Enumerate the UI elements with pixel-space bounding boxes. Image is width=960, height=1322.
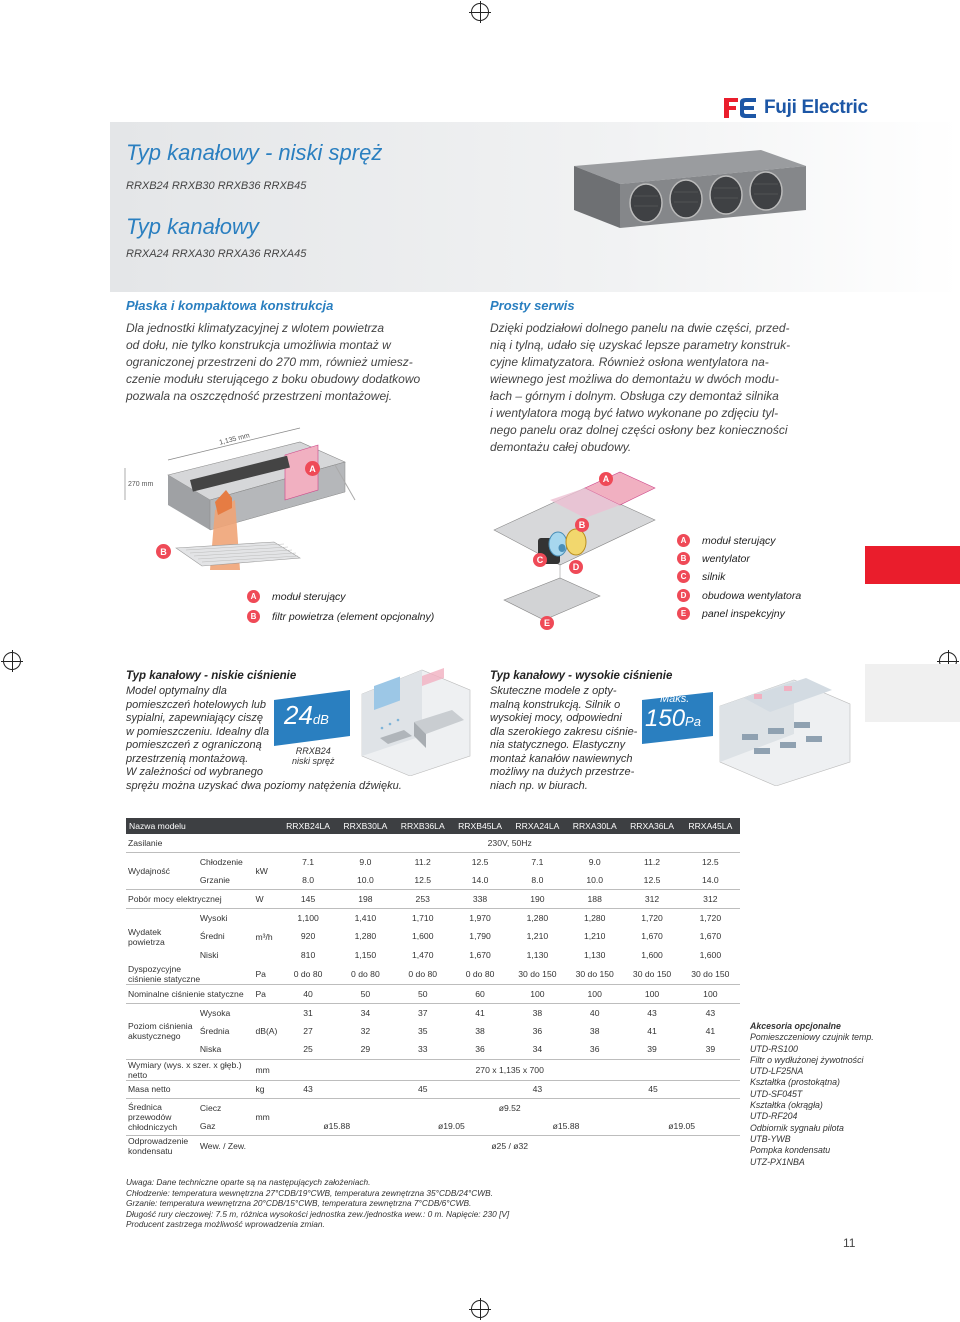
table-header-cell: RRXA30LA bbox=[566, 818, 623, 834]
right-legend-a bbox=[677, 534, 776, 547]
row-label: Wydajność bbox=[126, 853, 198, 890]
label-line: Wymiary (wys. x szer. x głęb.) bbox=[128, 1059, 242, 1070]
row-label bbox=[126, 1059, 253, 1080]
accent-grey-tab bbox=[865, 664, 960, 722]
registration-mark-bottom bbox=[471, 1300, 489, 1318]
table-cell: 0 do 80 bbox=[408, 969, 438, 980]
table-cell: 100 bbox=[623, 985, 680, 1004]
text-line: czenie modułu sterującego z boku obudowy dodatkowo bbox=[126, 372, 421, 386]
row-sublabel: Ciecz bbox=[198, 1099, 254, 1118]
table-cell: 12.5 bbox=[681, 853, 740, 872]
brand-name: Fuji Electric bbox=[764, 97, 868, 118]
list-item: Kształtka (okrągła) bbox=[750, 1100, 823, 1111]
footnote-line: Uwaga: Dane techniczne oparte są na następujących założeniach. bbox=[126, 1177, 371, 1187]
table-row bbox=[126, 1080, 740, 1099]
table-row bbox=[126, 946, 740, 965]
table-cell: ø19.05 bbox=[438, 1121, 465, 1132]
table-cell: 33 bbox=[417, 1044, 428, 1055]
table-cell: 100 bbox=[681, 985, 740, 1004]
low-pressure-text bbox=[126, 685, 276, 766]
table-cell: 7.1 bbox=[279, 853, 336, 872]
row-unit: kW bbox=[253, 853, 279, 890]
table-cell: 1,210 bbox=[583, 931, 606, 942]
office-illustration bbox=[714, 676, 854, 786]
table-cell: 1,710 bbox=[394, 908, 451, 927]
row-unit: Pa bbox=[255, 969, 266, 980]
right-legend-c bbox=[677, 570, 725, 583]
figure-badge-b: B bbox=[575, 518, 589, 532]
figure-badge-b: B bbox=[156, 544, 171, 559]
high-pressure-badge-label: Maks. bbox=[660, 693, 690, 705]
table-cell: 45 bbox=[566, 1080, 740, 1099]
table-cell: 1,600 bbox=[641, 949, 663, 960]
spec-table bbox=[126, 818, 740, 1156]
label-line: Wydatek bbox=[128, 926, 162, 937]
list-item: UTZ-PX1NBA bbox=[750, 1156, 805, 1167]
table-header-cell: Nazwa modelu bbox=[126, 818, 279, 834]
row-unit: dB(A) bbox=[253, 1003, 279, 1059]
table-cell: 0 do 80 bbox=[351, 969, 380, 980]
low-pressure-heading: Typ kanałowy - niskie ciśnienie bbox=[126, 670, 297, 682]
row-sublabel: Niski bbox=[199, 949, 219, 960]
figure-badge-e: E bbox=[540, 616, 554, 630]
footnotes bbox=[126, 1177, 509, 1230]
list-item: UTB-YWB bbox=[750, 1133, 791, 1144]
table-cell: 188 bbox=[566, 890, 623, 909]
table-header-cell: RRXB45LA bbox=[451, 818, 508, 834]
legend-text: moduł sterujący bbox=[272, 590, 346, 603]
table-cell: 36 bbox=[589, 1044, 600, 1055]
row-label: Nominalne ciśnienie statyczne bbox=[126, 985, 253, 1004]
table-row bbox=[126, 985, 740, 1004]
table-cell: 1,970 bbox=[451, 908, 508, 927]
figure-badge-d: D bbox=[569, 560, 583, 574]
text-line: pozwala na oszczędność przestrzeni montażowej. bbox=[126, 389, 393, 403]
registration-mark-top bbox=[471, 3, 489, 21]
table-cell: 9.0 bbox=[337, 853, 394, 872]
text-line: Model optymalny dla bbox=[126, 685, 227, 697]
footnote-line: Chłodzenie: temperatura wewnętrzna 27°CDB/19°CWB, temperatura zewnętrzna 35°CDB/24°CWB. bbox=[126, 1187, 493, 1198]
table-cell: 12.5 bbox=[451, 853, 508, 872]
row-unit: mm bbox=[253, 1059, 279, 1080]
text-line: od dołu, nie tylko konstrukcja umożliwia montaż w bbox=[126, 338, 391, 352]
row-unit: W bbox=[253, 890, 279, 909]
table-cell: 253 bbox=[394, 890, 451, 909]
table-cell: 11.2 bbox=[623, 853, 680, 872]
row-sublabel: Średnia bbox=[199, 1026, 230, 1037]
legend-badge: B bbox=[247, 610, 260, 623]
label-line: Średnica bbox=[128, 1102, 162, 1113]
table-cell: 1,720 bbox=[681, 908, 740, 927]
high-pressure-heading: Typ kanałowy - wysokie ciśnienie bbox=[490, 670, 673, 682]
legend-badge: B bbox=[677, 552, 690, 565]
text-line: i wentylatora mogą być łatwo wykonane po zdjęciu tyl- bbox=[490, 406, 779, 420]
label-line: Poziom ciśnienia bbox=[128, 1021, 193, 1032]
table-cell: 30 do 150 bbox=[632, 969, 672, 980]
label-line: powietrza bbox=[128, 936, 165, 947]
section-heading-service: Prosty serwis bbox=[490, 298, 575, 313]
table-cell: 1,670 bbox=[641, 931, 663, 942]
list-item: UTD-RS100 bbox=[750, 1043, 798, 1054]
high-pressure-text bbox=[490, 685, 640, 793]
right-legend-d bbox=[677, 589, 801, 602]
row-unit: kg bbox=[253, 1080, 279, 1099]
dimension-width-label: 1,135 mm bbox=[218, 432, 251, 447]
table-cell: 312 bbox=[623, 890, 680, 909]
table-cell: 1,600 bbox=[699, 949, 722, 960]
table-header-cell: RRXA24LA bbox=[509, 818, 566, 834]
table-header-cell: RRXA45LA bbox=[681, 818, 740, 834]
section-heading-compact: Płaska i kompaktowa konstrukcja bbox=[126, 298, 334, 313]
legend-badge: E bbox=[677, 607, 690, 620]
table-cell: 100 bbox=[509, 985, 566, 1004]
table-cell: 39 bbox=[647, 1044, 657, 1055]
table-header-cell: RRXA36LA bbox=[623, 818, 680, 834]
figure-badge-a: A bbox=[305, 461, 320, 476]
badge-value: 150 bbox=[645, 705, 686, 732]
table-cell: 34 bbox=[337, 1003, 394, 1022]
table-cell: 1,670 bbox=[469, 949, 491, 960]
page-number: 11 bbox=[843, 1236, 856, 1250]
text-line: nia statycznego. Elastyczny bbox=[490, 739, 626, 751]
air-filter-image bbox=[174, 540, 302, 568]
table-cell: 50 bbox=[337, 985, 394, 1004]
row-sublabel: Wysoki bbox=[198, 908, 254, 927]
table-cell: 14.0 bbox=[701, 875, 719, 886]
legend-text: obudowa wentylatora bbox=[702, 589, 802, 602]
list-item: Kształtka (prostokątna) bbox=[750, 1077, 840, 1088]
table-cell: 1,670 bbox=[699, 931, 722, 942]
table-cell: 12.5 bbox=[414, 875, 432, 886]
label-line: Dyspozycyjne bbox=[128, 964, 182, 975]
table-cell: 45 bbox=[337, 1080, 509, 1099]
text-line: w pomieszczeniu. Idealny dla bbox=[126, 725, 270, 738]
table-cell: 50 bbox=[394, 985, 451, 1004]
text-line: możliwy na dużych przestrze- bbox=[490, 766, 635, 778]
table-row bbox=[126, 834, 740, 853]
table-row bbox=[126, 964, 740, 985]
table-cell: 1,130 bbox=[583, 949, 606, 960]
row-unit: mm bbox=[253, 1099, 279, 1136]
table-row bbox=[126, 1003, 740, 1022]
badge-caption: niski spręż bbox=[292, 756, 335, 766]
text-line: wysokiej mocy, odpowiedni bbox=[490, 712, 622, 724]
label-line: kondensatu bbox=[128, 1146, 173, 1157]
model-list-2: RRXA24 RRXA30 RRXA36 RRXA45 bbox=[126, 248, 307, 260]
row-unit: Pa bbox=[253, 985, 279, 1004]
registration-mark-left bbox=[3, 652, 21, 670]
list-item: UTD-LF25NA bbox=[750, 1066, 804, 1077]
text-line: łach – górnym i dolnym. Obsługa czy demontaż silnika bbox=[490, 389, 779, 403]
row-label bbox=[126, 964, 253, 985]
legend-badge: D bbox=[677, 589, 690, 602]
table-cell: 1,470 bbox=[411, 949, 434, 960]
text-line: cyjne klimatyzatora. Również osłona wentylatora na- bbox=[490, 355, 769, 369]
row-label bbox=[126, 1099, 198, 1136]
row-sublabel: Wysoka bbox=[198, 1003, 254, 1022]
table-cell: 198 bbox=[337, 890, 394, 909]
table-row bbox=[126, 1022, 740, 1041]
table-cell: 11.2 bbox=[394, 853, 451, 872]
table-cell: 30 do 150 bbox=[518, 969, 557, 980]
table-cell: 230V, 50Hz bbox=[487, 838, 532, 849]
section-text-service bbox=[490, 320, 830, 456]
table-cell: 40 bbox=[566, 1003, 623, 1022]
page-title: Typ kanałowy - niski spręż bbox=[126, 140, 383, 165]
text-line: montaż kanałów nawiewnych bbox=[490, 752, 633, 765]
label-line: netto bbox=[128, 1069, 148, 1080]
right-figure-exploded bbox=[490, 460, 660, 645]
table-cell: 36 bbox=[475, 1044, 485, 1055]
dimension-height-label: 270 mm bbox=[128, 481, 154, 488]
text-line: wiewnego jest możliwa do demontażu w dwóch modu- bbox=[490, 372, 779, 386]
text-line: Skuteczne modele z opty- bbox=[490, 685, 617, 697]
badge-unit: Pa bbox=[685, 714, 701, 729]
row-label bbox=[126, 1003, 198, 1059]
table-cell: 1,600 bbox=[411, 931, 434, 942]
text-line: ograniczonej przestrzeni do 270 mm, również umiesz- bbox=[126, 355, 413, 369]
table-cell: 10.0 bbox=[357, 875, 374, 886]
table-row bbox=[126, 1099, 740, 1118]
legend-badge: A bbox=[677, 534, 690, 547]
table-cell: 810 bbox=[300, 949, 316, 960]
table-cell: 312 bbox=[681, 890, 740, 909]
table-cell: 338 bbox=[451, 890, 508, 909]
left-legend-a bbox=[247, 590, 346, 603]
table-cell: 1,210 bbox=[526, 931, 549, 942]
table-cell: 30 do 150 bbox=[691, 969, 730, 980]
table-cell: 60 bbox=[451, 985, 508, 1004]
text-line: Dla jednostki klimatyzacyjnej z wlotem powietrza bbox=[126, 321, 385, 335]
table-cell: 41 bbox=[705, 1026, 716, 1037]
label-line: chłodniczych bbox=[128, 1122, 178, 1133]
footnote-line: Producent zastrzega możliwość wprowadzenia zmian. bbox=[126, 1219, 325, 1230]
row-label: Masa netto bbox=[126, 1080, 253, 1099]
table-row bbox=[126, 1040, 740, 1059]
label-line: Odprowadzenie bbox=[128, 1136, 189, 1147]
table-header-cell: RRXB30LA bbox=[337, 818, 394, 834]
table-cell: 1,130 bbox=[526, 949, 549, 960]
text-line: Dzięki podziałowi dolnego panelu na dwie części, przed- bbox=[490, 321, 790, 335]
bedroom-illustration bbox=[352, 664, 474, 776]
accessories-list bbox=[750, 1021, 874, 1168]
table-cell: 0 do 80 bbox=[293, 969, 323, 980]
text-line: malną konstrukcją. Silnik o bbox=[490, 698, 621, 711]
legend-text: wentylator bbox=[702, 552, 750, 565]
table-cell: 190 bbox=[509, 890, 566, 909]
text-line: przestrzenią montażową. bbox=[126, 752, 249, 765]
table-header-row bbox=[126, 818, 740, 834]
table-cell: ø19.05 bbox=[668, 1121, 696, 1132]
table-cell: 1,790 bbox=[469, 931, 491, 942]
table-header-cell: RRXB24LA bbox=[279, 818, 336, 834]
table-row bbox=[126, 1117, 740, 1136]
table-cell: 1,280 bbox=[566, 908, 623, 927]
table-cell: 8.0 bbox=[531, 875, 544, 886]
table-cell: 38 bbox=[509, 1003, 566, 1022]
table-cell: 30 do 150 bbox=[575, 969, 614, 980]
table-cell: 43 bbox=[279, 1080, 336, 1099]
table-cell: 38 bbox=[589, 1026, 600, 1037]
legend-text: panel inspekcyjny bbox=[702, 607, 785, 620]
right-legend-e bbox=[677, 607, 785, 620]
table-row bbox=[126, 890, 740, 909]
high-pressure-badge bbox=[645, 705, 701, 733]
text-line: nego panelu oraz dolnej części osłony bez konieczności bbox=[490, 423, 788, 437]
table-cell: 25 bbox=[303, 1044, 313, 1055]
table-cell: 12.5 bbox=[643, 875, 661, 886]
table-cell: 32 bbox=[360, 1026, 371, 1037]
list-item: UTD-SF045T bbox=[750, 1088, 803, 1099]
table-cell: 38 bbox=[475, 1026, 485, 1037]
table-cell: 7.1 bbox=[509, 853, 566, 872]
row-sublabel: Chłodzenie bbox=[198, 853, 254, 872]
table-cell: 270 x 1,135 x 700 bbox=[279, 1059, 740, 1080]
text-line: niach np. w biurach. bbox=[490, 779, 588, 792]
table-cell: 27 bbox=[303, 1026, 313, 1037]
table-cell: ø15.88 bbox=[323, 1121, 351, 1132]
table-cell: 41 bbox=[451, 1003, 508, 1022]
text-line: dla szerokiego zakresu ciśnie- bbox=[490, 725, 638, 738]
legend-text: filtr powietrza (element opcjonalny) bbox=[272, 610, 435, 623]
table-cell: 40 bbox=[279, 985, 336, 1004]
table-cell: 43 bbox=[509, 1080, 566, 1099]
table-row bbox=[126, 908, 740, 927]
table-cell: ø25 / ø32 bbox=[279, 1136, 740, 1157]
table-row bbox=[126, 927, 740, 946]
row-sublabel: Wew. / Zew. bbox=[198, 1136, 280, 1157]
table-cell: 9.0 bbox=[566, 853, 623, 872]
brand-logo bbox=[722, 96, 868, 120]
row-sublabel: Gaz bbox=[199, 1121, 216, 1132]
label-line: przewodów bbox=[128, 1112, 172, 1123]
table-cell: ø9.52 bbox=[279, 1099, 740, 1118]
row-sublabel: Niska bbox=[199, 1044, 222, 1055]
badge-model: RRXB24 bbox=[295, 746, 331, 756]
badge-unit: dB bbox=[312, 712, 329, 727]
table-cell: 0 do 80 bbox=[465, 969, 495, 980]
table-row bbox=[126, 1136, 740, 1157]
page-subtitle: Typ kanałowy bbox=[126, 214, 259, 239]
table-cell: 37 bbox=[394, 1003, 451, 1022]
badge-value: 24 bbox=[284, 700, 313, 730]
low-pressure-badge-caption bbox=[292, 746, 335, 766]
label-line: ciśnienie statyczne bbox=[128, 974, 201, 985]
duct-unit-image bbox=[566, 148, 808, 230]
list-item: Pompka kondensatu bbox=[750, 1145, 831, 1156]
figure-badge-a: A bbox=[599, 472, 613, 486]
text-line: pomieszczeń hotelowych lub bbox=[126, 698, 267, 711]
label-line: akustycznego bbox=[128, 1031, 181, 1042]
table-cell: 34 bbox=[532, 1044, 543, 1055]
fuji-logo-icon bbox=[722, 96, 758, 120]
model-list-1: RRXB24 RRXB30 RRXB36 RRXB45 bbox=[126, 180, 307, 192]
row-sublabel: Średni bbox=[199, 931, 225, 942]
list-item: UTD-RF204 bbox=[750, 1111, 798, 1122]
table-cell: 8.0 bbox=[302, 875, 315, 886]
table-cell: 36 bbox=[532, 1026, 543, 1037]
table-cell: ø15.88 bbox=[552, 1121, 580, 1132]
table-cell: 10.0 bbox=[586, 875, 604, 886]
table-cell: 31 bbox=[279, 1003, 336, 1022]
table-cell: 1,410 bbox=[337, 908, 394, 927]
table-cell: 43 bbox=[623, 1003, 680, 1022]
table-row bbox=[126, 1059, 740, 1080]
table-cell: 39 bbox=[705, 1044, 716, 1055]
table-cell: 145 bbox=[279, 890, 336, 909]
table-header-cell: RRXB36LA bbox=[394, 818, 451, 834]
table-cell: 1,280 bbox=[509, 908, 566, 927]
table-cell: 35 bbox=[417, 1026, 428, 1037]
table-cell: 41 bbox=[647, 1026, 657, 1037]
list-item: Odbiornik sygnału pilota bbox=[750, 1122, 844, 1133]
text-line: nią i tylną, udało się uzyskać lepsze parametry konstruk- bbox=[490, 338, 791, 352]
right-legend-b bbox=[677, 552, 750, 565]
table-cell: 43 bbox=[681, 1003, 740, 1022]
low-pressure-badge bbox=[284, 700, 329, 731]
text-line: demontażu całej obudowy. bbox=[490, 440, 632, 454]
table-row bbox=[126, 853, 740, 872]
table-cell: 1,100 bbox=[279, 908, 336, 927]
footnote-line: Grzanie: temperatura wewnętrzna 20°CDB/15°CWB, temperatura zewnętrzna 7°CDB/6°CWB. bbox=[126, 1198, 472, 1209]
table-cell: 29 bbox=[360, 1044, 371, 1055]
row-label bbox=[126, 1136, 198, 1157]
table-row bbox=[126, 871, 740, 890]
legend-badge: A bbox=[247, 590, 260, 603]
row-label: Pobór mocy elektrycznej bbox=[126, 890, 253, 909]
table-cell: 100 bbox=[566, 985, 623, 1004]
row-label bbox=[126, 908, 198, 964]
row-unit: m³/h bbox=[253, 908, 279, 964]
accent-red-tab bbox=[865, 546, 960, 584]
accessories-heading: Akcesoria opcjonalne bbox=[750, 1021, 841, 1031]
legend-badge: C bbox=[677, 570, 690, 583]
table-cell: 14.0 bbox=[471, 875, 489, 886]
legend-text: silnik bbox=[702, 570, 726, 583]
table-cell: 920 bbox=[300, 931, 316, 942]
table-cell: 1,280 bbox=[354, 931, 377, 942]
figure-badge-c: C bbox=[533, 553, 547, 567]
legend-text: moduł sterujący bbox=[702, 534, 776, 547]
table-cell: 1,720 bbox=[623, 908, 680, 927]
row-label: Zasilanie bbox=[128, 838, 163, 849]
footnote-line: Długość rury cieczowej: 7.5 m, różnica wysokości jednostka zew./jednostka wew.: 0 m. Napięcie: 230 [V] bbox=[126, 1208, 510, 1219]
row-sublabel: Grzanie bbox=[199, 875, 230, 886]
text-line: W zależności od wybranego bbox=[126, 766, 263, 778]
text-line: sypialni, zapewniający ciszę bbox=[126, 712, 263, 724]
text-line: pomieszczeń z ograniczoną bbox=[126, 739, 262, 751]
left-legend-b bbox=[247, 610, 434, 623]
section-text-compact bbox=[126, 320, 466, 405]
list-item: Filtr o wydłużonej żywotności bbox=[750, 1054, 864, 1065]
text-line: sprężu można uzyskać dwa poziomy natężenia dźwięku. bbox=[126, 779, 402, 792]
list-item: Pomieszczeniowy czujnik temp. bbox=[750, 1032, 874, 1043]
table-cell: 1,150 bbox=[354, 949, 377, 960]
